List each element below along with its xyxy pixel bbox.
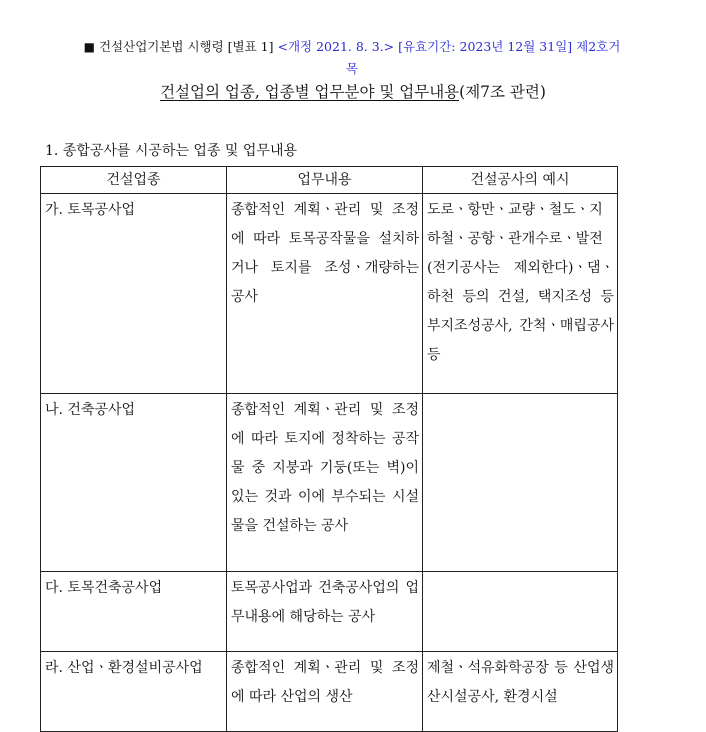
type-cell: 라. 산업ㆍ환경설비공사업 bbox=[41, 652, 227, 732]
example-cell bbox=[423, 394, 618, 572]
table-row bbox=[41, 572, 618, 652]
example-cell: 도로ㆍ항만ㆍ교량ㆍ철도ㆍ지하철ㆍ공항ㆍ관개수로ㆍ발전(전기공사는 제외한다)ㆍ댐ㆍ하천 등의 건설, 택지조성 등 부지조성공사, 간척ㆍ매립공사 등 bbox=[423, 194, 618, 394]
title-ref: (제7조 관련) bbox=[459, 83, 546, 101]
content-cell: 토목공사업과 건축공사업의 업무내용에 해당하는 공사 bbox=[227, 572, 423, 652]
content-cell: 종합적인 계획ㆍ관리 및 조정에 따라 토목공작물을 설치하거나 토지를 조성ㆍ개량하는 공사 bbox=[227, 194, 423, 394]
square-bullet-icon: ■ bbox=[83, 40, 95, 54]
item-reference-link[interactable]: 제2호거 bbox=[576, 39, 621, 54]
column-header: 건설업종 bbox=[41, 167, 227, 194]
table-row bbox=[41, 652, 618, 732]
example-cell bbox=[423, 572, 618, 652]
section-heading: 1. 종합공사를 시공하는 업종 및 업무내용 bbox=[45, 143, 297, 159]
law-name: 건설산업기본법 시행령 [별표 1] bbox=[98, 39, 274, 54]
content-cell: 종합적인 계획ㆍ관리 및 조정에 따라 토지에 정착하는 공작물 중 지붕과 기둥(또는 벽)이 있는 것과 이에 부수되는 시설물을 건설하는 공사 bbox=[227, 394, 423, 572]
table-row bbox=[41, 194, 618, 394]
title-main: 건설업의 업종, 업종별 업무분야 및 업무내용 bbox=[160, 83, 460, 101]
type-cell: 다. 토목건축공사업 bbox=[41, 572, 227, 652]
column-header: 건설공사의 예시 bbox=[423, 167, 618, 194]
table-header-row bbox=[41, 167, 618, 194]
example-cell: 제철ㆍ석유화학공장 등 산업생산시설공사, 환경시설 bbox=[423, 652, 618, 732]
validity-period: [유효기간: 2023년 12월 31일] bbox=[398, 39, 573, 54]
construction-types-table bbox=[40, 166, 618, 732]
amendment-date-link[interactable]: <개정 2021. 8. 3.> bbox=[277, 39, 395, 54]
content-cell: 종합적인 계획ㆍ관리 및 조정에 따라 산업의 생산 bbox=[227, 652, 423, 732]
page-title bbox=[0, 80, 706, 104]
type-cell: 가. 토목공사업 bbox=[41, 194, 227, 394]
column-header: 업무내용 bbox=[227, 167, 423, 194]
table-row bbox=[41, 394, 618, 572]
item-reference-link-cont[interactable]: 목 bbox=[345, 61, 359, 76]
law-reference-header bbox=[47, 36, 657, 80]
type-cell: 나. 건축공사업 bbox=[41, 394, 227, 572]
